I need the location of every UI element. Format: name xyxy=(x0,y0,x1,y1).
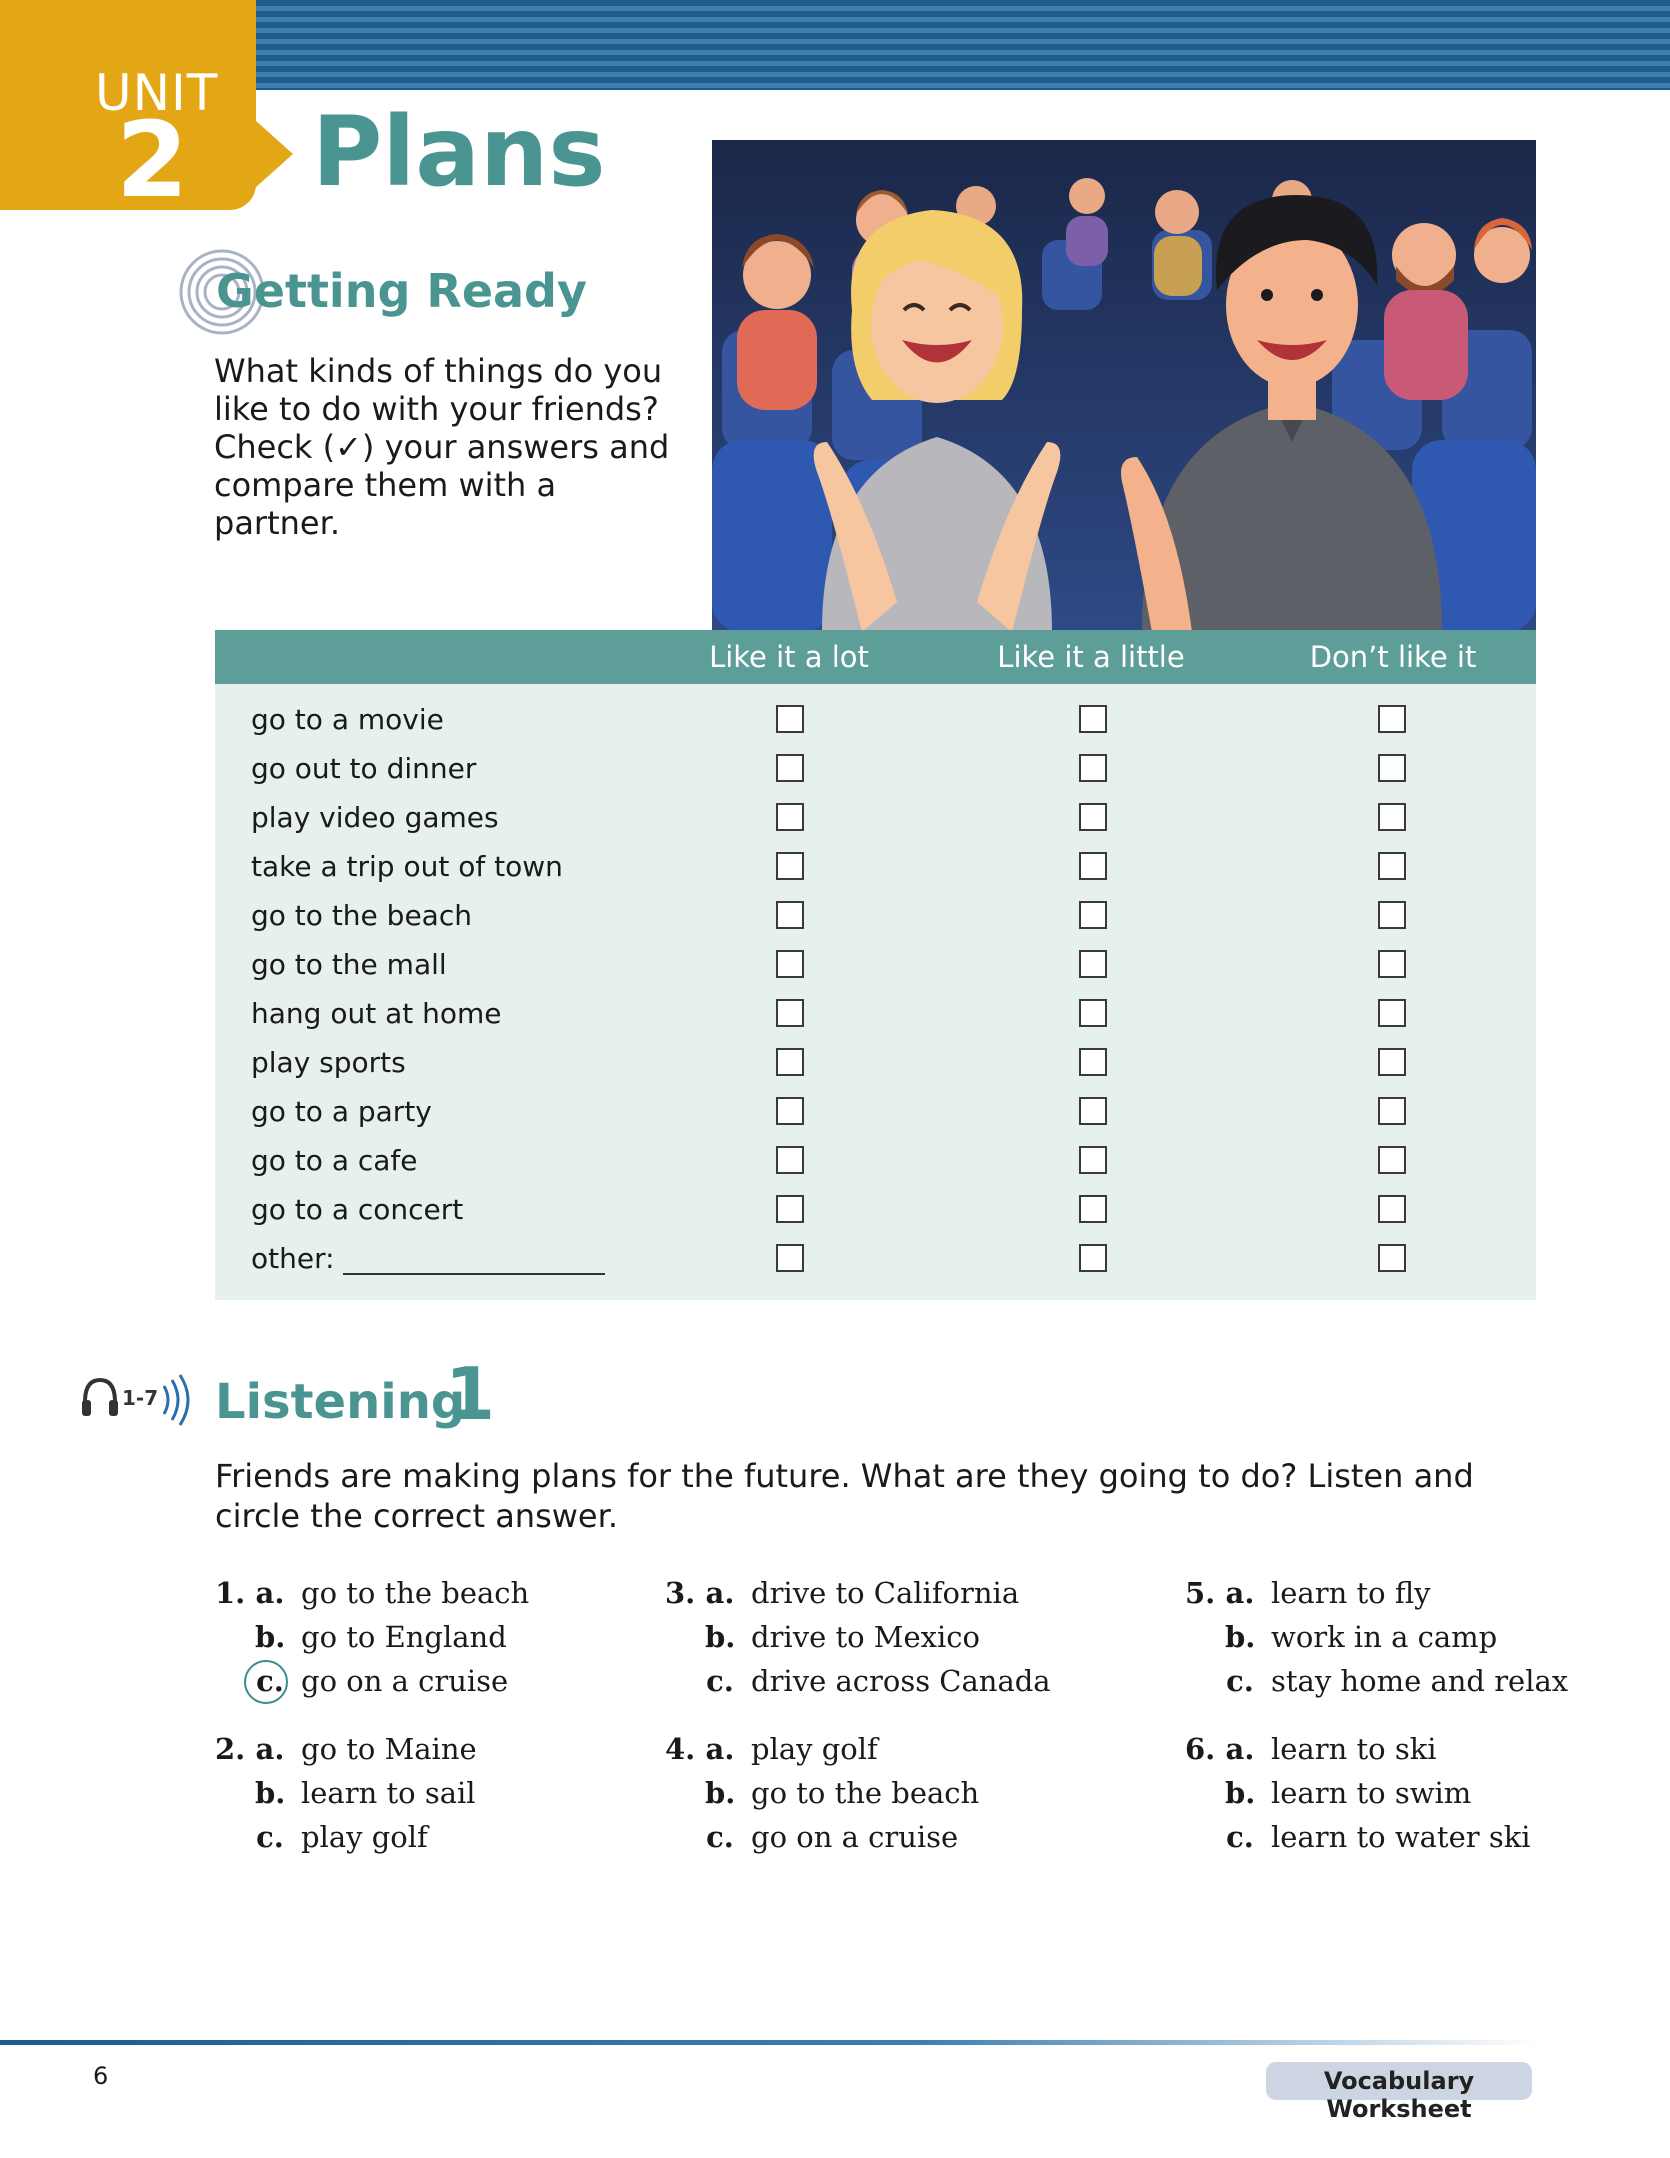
table-header xyxy=(215,630,1536,684)
checkbox-dont-like[interactable] xyxy=(1378,705,1406,733)
option-text: go to the beach xyxy=(301,1576,530,1610)
table-row xyxy=(215,1041,1536,1090)
checkbox-like-a-lot[interactable] xyxy=(776,1244,804,1272)
checkbox-dont-like[interactable] xyxy=(1378,852,1406,880)
table-row xyxy=(215,894,1536,943)
option-text: go to England xyxy=(301,1620,507,1654)
table-row xyxy=(215,992,1536,1041)
checkbox-dont-like[interactable] xyxy=(1378,1048,1406,1076)
checkbox-like-a-lot[interactable] xyxy=(776,1195,804,1223)
activity-label: go to a party xyxy=(251,1095,432,1128)
audio-track-badge[interactable] xyxy=(80,1372,200,1432)
other-label: other: xyxy=(251,1242,335,1275)
activity-preference-table xyxy=(215,630,1536,1300)
option-text: work in a camp xyxy=(1271,1620,1498,1654)
page-number: 6 xyxy=(93,2062,109,2090)
option-letter: c. xyxy=(1226,1820,1254,1854)
option-letter: a. xyxy=(255,1732,285,1766)
vocabulary-worksheet-tab[interactable] xyxy=(1266,2062,1532,2123)
vocabulary-worksheet-label: Vocabulary Worksheet xyxy=(1323,2067,1475,2123)
option-text: go on a cruise xyxy=(301,1664,509,1698)
checkbox-dont-like[interactable] xyxy=(1378,1244,1406,1272)
checkbox-like-a-little[interactable] xyxy=(1079,901,1107,929)
activity-label: go to the beach xyxy=(251,899,472,932)
checkbox-dont-like[interactable] xyxy=(1378,1146,1406,1174)
checkbox-like-a-little[interactable] xyxy=(1079,705,1107,733)
column-header-like-a-little: Like it a little xyxy=(997,640,1185,674)
checkbox-like-a-lot[interactable] xyxy=(776,803,804,831)
question-number: 1. xyxy=(215,1576,246,1610)
option-letter: b. xyxy=(705,1776,736,1810)
checkbox-like-a-lot[interactable] xyxy=(776,999,804,1027)
option-letter: b. xyxy=(705,1620,736,1654)
headphones-icon xyxy=(80,1376,120,1420)
table-row xyxy=(215,1090,1536,1139)
other-blank-line[interactable] xyxy=(343,1245,605,1275)
option-text: learn to ski xyxy=(1271,1732,1437,1766)
question-number: 5. xyxy=(1185,1576,1216,1610)
option-letter: a. xyxy=(1225,1732,1255,1766)
option-text: go to Maine xyxy=(301,1732,477,1766)
table-row xyxy=(215,1237,1536,1286)
option-text: learn to swim xyxy=(1271,1776,1472,1810)
option-letter: b. xyxy=(1225,1776,1256,1810)
option-letter: c. xyxy=(706,1664,734,1698)
listening-number: 1 xyxy=(445,1352,496,1436)
listening-title: Listening xyxy=(215,1374,466,1430)
question-number: 4. xyxy=(665,1732,696,1766)
checkbox-like-a-lot[interactable] xyxy=(776,852,804,880)
option-letter: a. xyxy=(255,1576,285,1610)
option-text: go to the beach xyxy=(751,1776,980,1810)
activity-label: take a trip out of town xyxy=(251,850,563,883)
checkbox-dont-like[interactable] xyxy=(1378,901,1406,929)
unit-number: 2 xyxy=(116,99,189,221)
table-row xyxy=(215,796,1536,845)
option-letter: a. xyxy=(705,1732,735,1766)
unit-label: UNIT xyxy=(95,64,219,122)
question-number: 2. xyxy=(215,1732,246,1766)
activity-label: go to a concert xyxy=(251,1193,464,1226)
checkbox-like-a-little[interactable] xyxy=(1079,1048,1107,1076)
checkbox-dont-like[interactable] xyxy=(1378,803,1406,831)
checkbox-like-a-little[interactable] xyxy=(1079,754,1107,782)
option-letter: c. xyxy=(256,1664,284,1698)
option-letter: b. xyxy=(255,1620,286,1654)
activity-label: play video games xyxy=(251,801,499,834)
checkbox-like-a-lot[interactable] xyxy=(776,1146,804,1174)
option-letter: a. xyxy=(705,1576,735,1610)
table-row xyxy=(215,698,1536,747)
footer-divider xyxy=(0,2040,1540,2045)
audio-track-number: 1-7 xyxy=(122,1386,159,1410)
checkbox-like-a-lot[interactable] xyxy=(776,901,804,929)
activity-label-other xyxy=(251,1242,605,1275)
option-text: go on a cruise xyxy=(751,1820,959,1854)
checkbox-like-a-little[interactable] xyxy=(1079,1146,1107,1174)
checkbox-like-a-lot[interactable] xyxy=(776,1048,804,1076)
movie-theater-illustration xyxy=(712,140,1536,632)
table-row xyxy=(215,1139,1536,1188)
getting-ready-instructions: What kinds of things do you like to do with your friends? Check (✓) your answers and compare them with a partner. xyxy=(214,352,670,542)
table-row xyxy=(215,943,1536,992)
checkbox-like-a-little[interactable] xyxy=(1079,852,1107,880)
table-row xyxy=(215,747,1536,796)
option-letter: c. xyxy=(706,1820,734,1854)
option-text: drive to Mexico xyxy=(751,1620,980,1654)
option-text: play golf xyxy=(751,1732,878,1766)
checkbox-dont-like[interactable] xyxy=(1378,950,1406,978)
activity-label: hang out at home xyxy=(251,997,502,1030)
unit-title: Plans xyxy=(312,96,606,208)
activity-label: go to the mall xyxy=(251,948,447,981)
checkbox-like-a-lot[interactable] xyxy=(776,705,804,733)
checkbox-like-a-little[interactable] xyxy=(1079,999,1107,1027)
activity-label: go out to dinner xyxy=(251,752,477,785)
sound-waves-icon xyxy=(158,1372,200,1428)
option-letter: c. xyxy=(256,1820,284,1854)
option-letter: c. xyxy=(1226,1664,1254,1698)
activity-label: play sports xyxy=(251,1046,406,1079)
column-header-dont-like: Don’t like it xyxy=(1309,640,1477,674)
checkbox-dont-like[interactable] xyxy=(1378,1195,1406,1223)
checkbox-dont-like[interactable] xyxy=(1378,1097,1406,1125)
option-text: play golf xyxy=(301,1820,428,1854)
activity-label: go to a cafe xyxy=(251,1144,418,1177)
checkbox-like-a-little[interactable] xyxy=(1079,1097,1107,1125)
option-letter: b. xyxy=(1225,1620,1256,1654)
header-stripes xyxy=(256,0,1670,90)
checkbox-like-a-little[interactable] xyxy=(1079,803,1107,831)
column-header-like-a-lot: Like it a lot xyxy=(709,640,869,674)
option-text: learn to fly xyxy=(1271,1576,1431,1610)
activity-label: go to a movie xyxy=(251,703,444,736)
checkbox-like-a-little[interactable] xyxy=(1079,1244,1107,1272)
option-text: learn to water ski xyxy=(1271,1820,1531,1854)
getting-ready-title: Getting Ready xyxy=(216,264,587,318)
table-row xyxy=(215,1188,1536,1237)
question-number: 6. xyxy=(1185,1732,1216,1766)
checkbox-dont-like[interactable] xyxy=(1378,754,1406,782)
checkbox-like-a-lot[interactable] xyxy=(776,1097,804,1125)
checkbox-dont-like[interactable] xyxy=(1378,999,1406,1027)
option-text: learn to sail xyxy=(301,1776,476,1810)
option-letter: b. xyxy=(255,1776,286,1810)
checkbox-like-a-little[interactable] xyxy=(1079,950,1107,978)
checkbox-like-a-lot[interactable] xyxy=(776,754,804,782)
listening-instructions: Friends are making plans for the future. What are they going to do? Listen and circle the correct answer. xyxy=(215,1457,1474,1535)
table-row xyxy=(215,845,1536,894)
checkbox-like-a-little[interactable] xyxy=(1079,1195,1107,1223)
question-number: 3. xyxy=(665,1576,696,1610)
option-text: stay home and relax xyxy=(1271,1664,1569,1698)
unit-tab-arrow xyxy=(255,120,293,188)
option-letter: a. xyxy=(1225,1576,1255,1610)
option-text: drive across Canada xyxy=(751,1664,1051,1698)
option-text: drive to California xyxy=(751,1576,1020,1610)
checkbox-like-a-lot[interactable] xyxy=(776,950,804,978)
